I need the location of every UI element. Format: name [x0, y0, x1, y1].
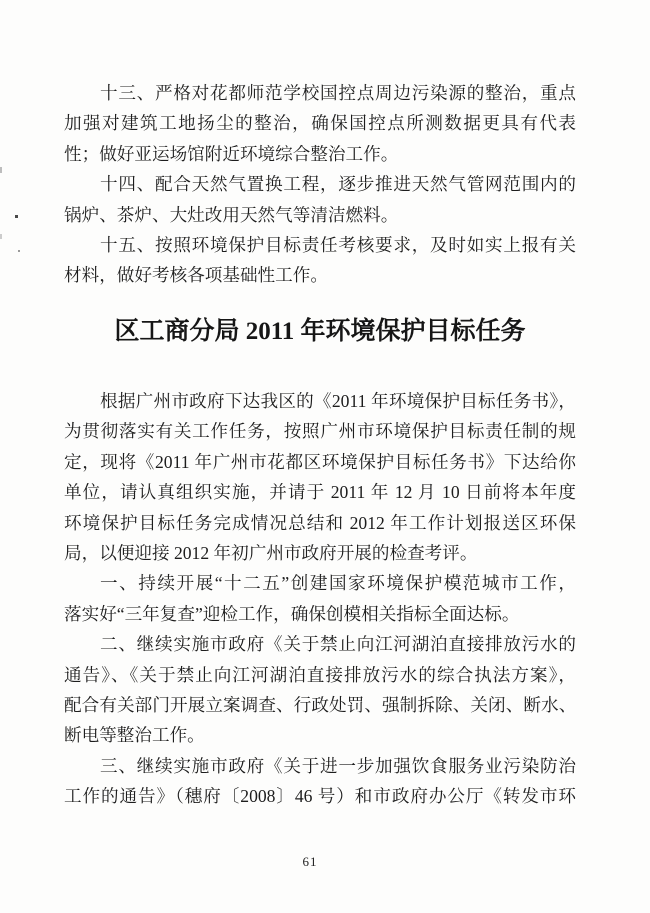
- text-line: 单位，请认真组织实施，并请于 2011 年 12 月 10 日前将本年度: [64, 482, 576, 503]
- body-paragraphs: [64, 386, 576, 811]
- text-line: 锅炉、茶炉、大灶改用天然气等清洁燃料。: [64, 204, 399, 225]
- pre-title-paragraphs: [64, 78, 576, 291]
- text-line: 三、继续实施市政府《关于进一步加强饮食服务业污染防治: [100, 755, 576, 776]
- text-line: 二、继续实施市政府《关于禁止向江河湖泊直接排放污水的: [100, 634, 576, 655]
- text-line: 十四、配合天然气置换工程，逐步推进天然气管网范围内的: [100, 174, 576, 195]
- text-line: 一、持续开展“十二五”创建国家环境保护模范城市工作，: [100, 573, 576, 594]
- page-number: 61: [302, 854, 318, 869]
- text-line: 为贯彻落实有关工作任务，按照广州市环境保护目标责任制的规: [64, 421, 576, 442]
- text-line: 落实好“三年复查”迎检工作，确保创模相关指标全面达标。: [64, 603, 520, 624]
- text-line: 局，以便迎接 2012 年初广州市政府开展的检查考评。: [64, 542, 478, 563]
- scan-edge-mark: [0, 234, 2, 239]
- text-line: 断电等整治工作。: [64, 725, 205, 746]
- text-line: 通告》、《关于禁止向江河湖泊直接排放污水的综合执法方案》，: [64, 664, 576, 685]
- document-title: 区工商分局 2011 年环境保护目标任务: [114, 318, 526, 345]
- scan-speck: [18, 250, 20, 252]
- text-line: 根据广州市政府下达我区的《2011 年环境保护目标任务书》，: [100, 391, 576, 411]
- text-line: 环境保护目标任务完成情况总结和 2012 年工作计划报送区环保: [64, 512, 576, 533]
- scan-edge-mark: [0, 167, 2, 173]
- text-line: 工作的通告》（穗府〔2008〕46 号）和市政府办公厅《转发市环: [64, 786, 576, 807]
- scan-speck: [15, 215, 18, 218]
- text-line: 十三、严格对花都师范学校国控点周边污染源的整治，重点: [100, 83, 576, 103]
- text-line: 加强对建筑工地扬尘的整治，确保国控点所测数据更具有代表: [64, 113, 576, 134]
- text-line: 配合有关部门开展立案调查、行政处罚、强制拆除、关闭、断水、: [64, 694, 576, 715]
- text-line: 性；做好亚运场馆附近环境综合整治工作。: [64, 143, 399, 164]
- text-line: 定，现将《2011 年广州市花都区环境保护目标任务书》下达给你: [64, 451, 576, 472]
- text-line: 材料，做好考核各项基础性工作。: [64, 265, 328, 286]
- text-line: 十五、按照环境保护目标责任考核要求，及时如实上报有关: [100, 234, 576, 255]
